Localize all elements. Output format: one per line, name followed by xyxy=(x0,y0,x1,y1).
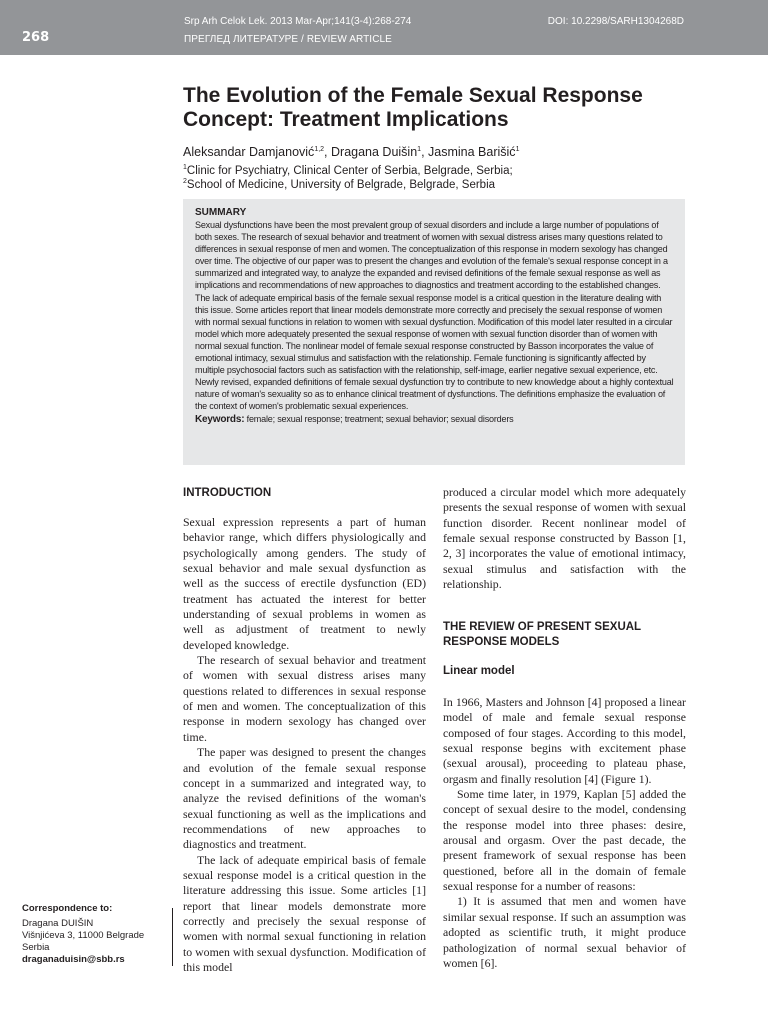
affiliation-1 xyxy=(183,164,513,177)
article-title: The Evolution of the Female Sexual Response Concept: Treatment Implications xyxy=(183,84,643,131)
affiliation-mark: 2 xyxy=(183,178,187,185)
body-paragraph: The lack of adequate empirical basis of female sexual response model is a critical question in the literature addressing this issue. Some articles [1] report that linear models demonstrate more correctly and precisely the sexual response of women with normal sexual functioning in relation to women with sexual dysfunction. Modification of this model xyxy=(183,852,426,974)
author-separator: , xyxy=(421,145,429,159)
article-type: ПРЕГЛЕД ЛИТЕРАТУРЕ / REVIEW ARTICLE xyxy=(184,34,392,45)
keywords-label: Keywords: xyxy=(195,413,245,425)
body-paragraph: 1) It is assumed that men and women have similar sexual response. If such an assumption was adopted as scientific truth, it might produce pathologization of normal sexual behavior of women [6]. xyxy=(443,894,686,970)
author-affiliation-mark: 1 xyxy=(515,145,520,153)
keywords-list: female; sexual response; treatment; sexual behavior; sexual disorders xyxy=(246,413,514,424)
right-column-continuation xyxy=(443,485,686,592)
page-number: 268 xyxy=(22,30,50,45)
author-name: Dragana Duišin xyxy=(331,145,418,159)
body-paragraph: The paper was designed to present the changes and evolution of the female sexual response concept in a summarized and integrated way, to analyze the revised definitions of the woman's sexual functioning as well as the implications and recommendations of new approaches to diagnostics and treatment. xyxy=(183,745,426,852)
keywords xyxy=(195,413,674,426)
summary-heading: SUMMARY xyxy=(195,207,247,218)
author-affiliation-mark: 1,2 xyxy=(314,145,325,153)
correspondence-country: Serbia xyxy=(22,942,50,953)
summary-box xyxy=(183,199,685,465)
body-paragraph: In 1966, Masters and Johnson [4] proposed a linear model of male and female sexual response composed of four stages. According to this model, sexual response begins with excitement phase (sexual arousal), proceeding to plateau phase, orgasm and finally resolution [4] (Figure 1). xyxy=(443,695,686,786)
subsection-heading: Linear model xyxy=(443,665,515,677)
author-affiliation-mark: 1 xyxy=(417,145,422,153)
correspondence-name: Dragana DUIŠIN xyxy=(22,918,94,929)
correspondence-heading: Correspondence to: xyxy=(22,903,113,914)
affiliation-text: School of Medicine, University of Belgrade, Belgrade, Serbia xyxy=(186,178,496,191)
doi-link[interactable]: DOI: 10.2298/SARH1304268D xyxy=(547,16,684,27)
affiliation-2 xyxy=(183,178,495,191)
right-column-body xyxy=(443,695,686,971)
author-separator: , xyxy=(324,145,331,159)
summary-text: Sexual dysfunctions have been the most prevalent group of sexual disorders and include a large number of populations of both sexes. The research of sexual behavior and treatment of women with sexual distress arises many questions related to differences in sexual response of men and women. The conceptualization of this response in modern sexology has changed over time. The objective of our paper was to present the changes and evolution of the female's sexual response concept in a summarized and integrated way, to analyze the expanded and revised definitions of the female sexual response as well as implications and recommendations of new approaches to diagnostics and treatment according to the established changes. The lack of adequate empirical basis of the female sexual response model is a critical question in the literature dealing with this issue. Some articles report that linear models demonstrate more correctly and precisely the sexual response of women with normal sexual functions in relation to women with sexual dysfunction. Modification of this model later resulted in a circular model which more adequately presented the sexual response of women with sexual function disorder than of women with normal sexual function. The nonlinear model of female sexual response constructed by Basson incorporates the value of emotional intimacy, sexual stimulus and satisfaction with the relationship. Female functioning is significantly affected by multiple psychosocial factors such as satisfaction with the relationship, self-image, earlier negative sexual experience, etc. Newly revised, expanded definitions of female sexual dysfunction try to contribute to new knowledge about a highly contextual nature of woman's sexuality so as to enhance clinical treatment of dysfunctions. The definitions emphasize the evaluation of the context of women's problematic sexual experiences. xyxy=(195,220,674,412)
affiliation-mark: 1 xyxy=(183,164,187,171)
page-header xyxy=(0,0,768,55)
affiliation-text: Clinic for Psychiatry, Clinical Center of Serbia, Belgrade, Serbia; xyxy=(186,164,513,177)
body-paragraph: Some time later, in 1979, Kaplan [5] added the concept of sexual desire to the model, condensing the response model into three phases: desire, arousal and orgasm. Over the past decade, the present framework of sexual response has been questioned, before all in the domain of female sexual response for a number of reasons: xyxy=(443,787,686,894)
author-name: Aleksandar Damjanović xyxy=(183,145,315,159)
correspondence-address: Višnjićeva 3, 11000 Belgrade xyxy=(22,930,145,941)
body-paragraph: Sexual expression represents a part of human behavior range, which differs physiologically and psychologically among genders. The study of sexual behavior and male sexual dysfunction as well as the success of erectile dysfunction (ED) treatment has actuated the interest for better understanding of sexual problems in women as well as adjustment of treatment to newly developed knowledge. xyxy=(183,515,426,652)
body-paragraph: produced a circular model which more adequately presents the sexual response of women with sexual function disorder. Recent nonlinear model of female sexual response constructed by Basson [1, 2, 3] incorporates the value of emotional intimacy, sexual stimulus and satisfaction with the relationship. xyxy=(443,485,686,592)
column-divider xyxy=(172,908,173,966)
author-list xyxy=(183,145,519,159)
section-heading: THE REVIEW OF PRESENT SEXUAL RESPONSE MODELS xyxy=(443,621,641,648)
left-column-body xyxy=(183,515,426,975)
correspondence-email[interactable]: draganaduisin@sbb.rs xyxy=(22,954,125,965)
body-paragraph: The research of sexual behavior and treatment of women with sexual distress arises many questions related to differences in sexual response of men and women. The conceptualization of this response in modern sexology has changed over time. xyxy=(183,653,426,744)
journal-citation: Srp Arh Celok Lek. 2013 Mar-Apr;141(3-4):268-274 xyxy=(184,16,412,27)
correspondence-block xyxy=(22,903,172,966)
author-name: Jasmina Barišić xyxy=(428,145,516,159)
introduction-heading: INTRODUCTION xyxy=(183,487,272,499)
